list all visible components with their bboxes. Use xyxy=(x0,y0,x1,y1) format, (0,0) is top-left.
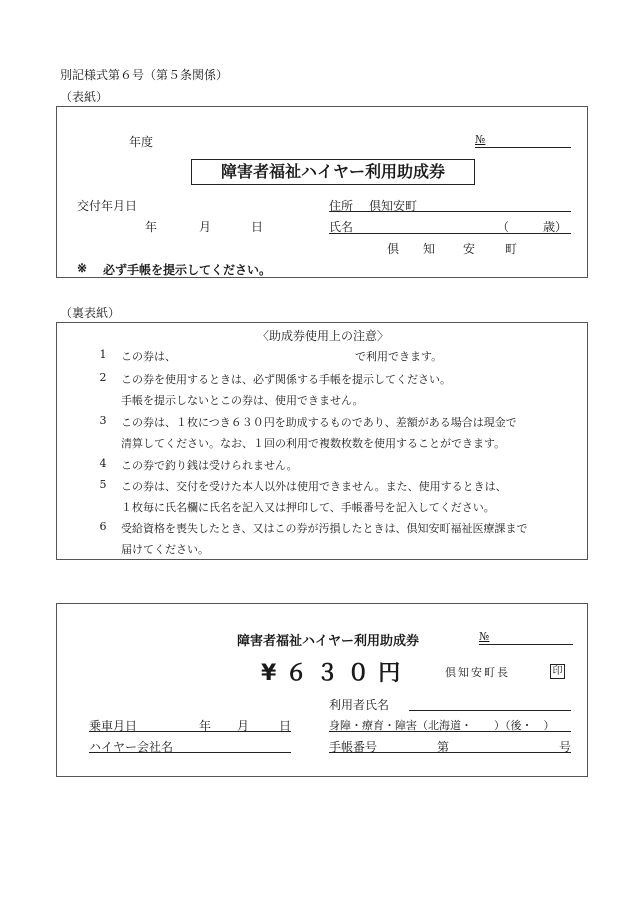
notice-mark: ※ xyxy=(77,261,88,275)
note-text: この券で釣り銭は受けられません。 xyxy=(121,459,298,472)
front-title: 障害者福祉ハイヤー利用助成券 xyxy=(191,159,475,185)
handbook-number-label: 手帳番号 xyxy=(329,740,378,754)
issue-year-label: 年 xyxy=(145,220,158,234)
front-cover-panel xyxy=(56,106,588,278)
handbook-dai: 第 xyxy=(437,740,450,754)
note-text: この券を使用するときは、必ず関係する手帳を提示してください。 xyxy=(121,373,451,386)
age-open-paren: （ xyxy=(497,220,510,234)
ticket-number-label: № xyxy=(475,133,486,146)
user-name-label: 利用者氏名 xyxy=(329,698,390,712)
note-text: で利用できます。 xyxy=(355,350,443,363)
age-label: 歳） xyxy=(543,220,568,234)
ride-year-label: 年 xyxy=(199,719,212,733)
name-label: 氏名 xyxy=(329,220,354,234)
handbook-type: 身障・療育・障害（北海道・ ）（後・ ） xyxy=(329,719,555,732)
ticket-number-line xyxy=(475,147,571,148)
note-text: 受給資格を喪失したとき、又はこの券が汚損したときは、倶知安町福祉医療課まで xyxy=(121,522,528,535)
address-line xyxy=(329,211,571,212)
taxi-company-label: ハイヤー会社名 xyxy=(89,740,174,754)
note-number: 2 xyxy=(99,371,107,384)
ticket-number-line xyxy=(479,644,573,645)
notice-text: 必ず手帳を提示してください。 xyxy=(103,263,272,277)
mayor-label: 倶知安町長 xyxy=(445,666,510,679)
ticket-amount: ¥６３０円 xyxy=(261,661,410,686)
issue-month-label: 月 xyxy=(199,220,212,234)
user-name-line xyxy=(409,710,571,711)
note-text: 届けてください。 xyxy=(121,543,209,556)
ticket-number-label: № xyxy=(479,630,490,643)
issue-day-label: 日 xyxy=(251,220,264,234)
note-number: 3 xyxy=(99,414,107,427)
note-number: 6 xyxy=(99,520,107,533)
issuer-char-1: 倶 xyxy=(387,242,400,256)
front-cover-label: （表紙） xyxy=(60,90,109,104)
note-text: この券は、１枚につき６３０円を助成するものであり、差額がある場合は現金で xyxy=(121,416,517,429)
form-label: 別記様式第６号（第５条関係） xyxy=(60,68,229,82)
notes-title: 〈助成券使用上の注意〉 xyxy=(257,329,390,343)
note-number: 1 xyxy=(99,348,107,361)
issue-date-label: 交付年月日 xyxy=(77,199,138,213)
issuer-char-2: 知 xyxy=(423,242,436,256)
address-label: 住所 xyxy=(329,199,354,213)
issuer-char-4: 町 xyxy=(505,242,518,256)
handbook-go: 号 xyxy=(559,740,572,754)
ticket-title: 障害者福祉ハイヤー利用助成券 xyxy=(237,634,420,649)
note-text: この券は、交付を受けた本人以外は使用できません。また、使用するときは、 xyxy=(121,480,507,493)
note-text: 清算してください。なお、１回の利用で複数枚数を使用することができます。 xyxy=(121,437,506,450)
fiscal-year-label: 年度 xyxy=(129,135,154,149)
note-text: １枚毎に氏名欄に氏名を記入又は押印して、手帳番号を記入してください。 xyxy=(121,501,495,514)
note-text: この券は、 xyxy=(121,350,176,363)
back-cover-label: （裏表紙） xyxy=(60,306,121,320)
ride-day-label: 日 xyxy=(279,719,292,733)
note-number: 4 xyxy=(99,457,107,470)
seal-mark: 印 xyxy=(550,664,565,679)
handbook-number-line xyxy=(329,752,571,753)
note-text: 手帳を提示しないとこの券は、使用できません。 xyxy=(121,394,364,407)
handbook-type-line xyxy=(329,731,571,732)
ride-date-line xyxy=(89,731,291,732)
back-cover-panel xyxy=(56,322,588,560)
issuer-char-3: 安 xyxy=(463,242,476,256)
taxi-company-line xyxy=(89,752,291,753)
name-line xyxy=(329,233,571,234)
ride-month-label: 月 xyxy=(237,719,250,733)
ride-date-label: 乗車月日 xyxy=(89,719,138,733)
ticket-panel xyxy=(56,603,588,777)
address-value: 倶知安町 xyxy=(369,199,418,213)
note-number: 5 xyxy=(99,478,107,491)
